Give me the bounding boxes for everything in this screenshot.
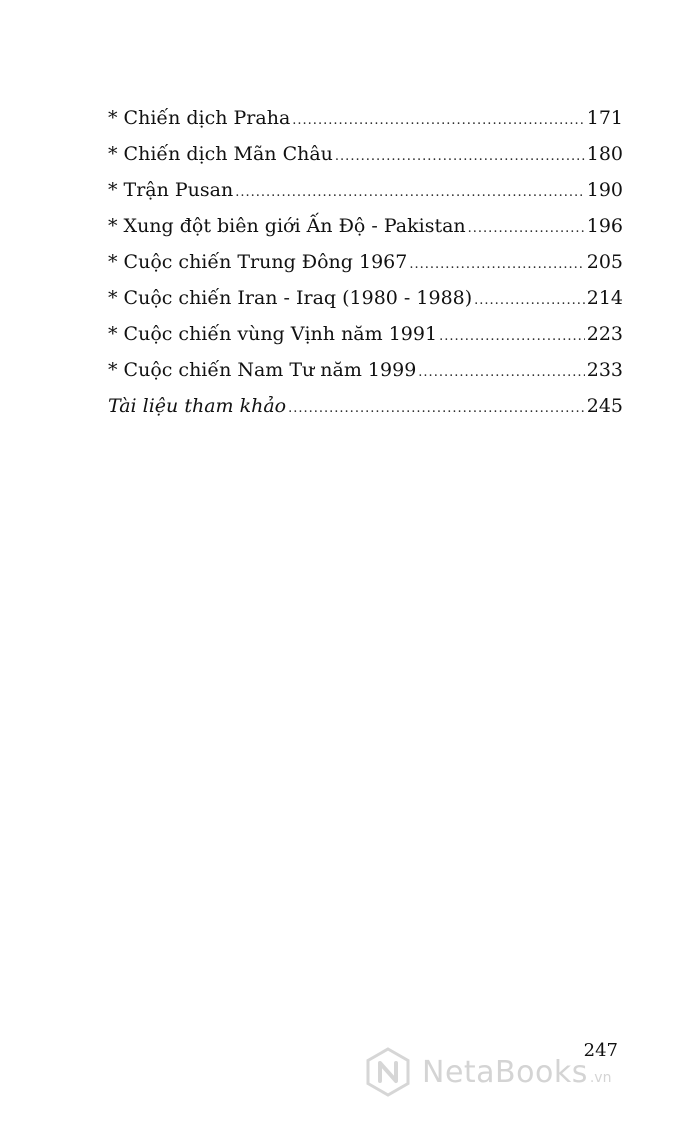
toc-entry [108,316,623,352]
watermark-brand: NetaBooks [422,1054,588,1090]
dot-leader [474,283,585,319]
toc-entry [108,100,623,136]
dot-leader [439,319,585,355]
toc-entry-title: * Cuộc chiến vùng Vịnh năm 1991 [108,323,438,345]
toc-entry-page: 205 [586,251,623,273]
toc-entry-page: 196 [586,215,623,237]
toc-entry-title: * Trận Pusan [108,179,234,201]
page-number: 247 [583,1040,618,1061]
toc-entry-title: * Cuộc chiến Iran - Iraq (1980 - 1988) [108,287,473,309]
netabooks-logo-icon [362,1046,414,1098]
toc-entry-title: * Chiến dịch Mãn Châu [108,143,333,165]
toc-entry-title: Tài liệu tham khảo [108,395,287,417]
toc-entry-title: * Chiến dịch Praha [108,107,291,129]
toc-entry-page: 233 [586,359,623,381]
toc-entry [108,208,623,244]
watermark-suffix: .vn [589,1070,612,1086]
toc-entry-page: 180 [586,143,623,165]
toc-entry-title: * Xung đột biên giới Ấn Độ - Pakistan [108,215,466,237]
dot-leader [468,211,585,247]
dot-leader [335,139,585,175]
dot-leader [418,355,584,391]
toc-entry-references [108,388,623,424]
dot-leader [292,103,584,139]
toc-entry-page: 245 [586,395,623,417]
table-of-contents [108,100,623,424]
toc-entry [108,244,623,280]
toc-entry [108,136,623,172]
dot-leader [409,247,584,283]
dot-leader [288,391,585,427]
toc-entry-title: * Cuộc chiến Trung Đông 1967 [108,251,408,273]
toc-entry-page: 171 [586,107,623,129]
toc-entry-page: 214 [586,287,623,309]
toc-entry [108,280,623,316]
toc-entry-title: * Cuộc chiến Nam Tư năm 1999 [108,359,417,381]
toc-entry [108,352,623,388]
toc-entry [108,172,623,208]
watermark [362,1046,611,1098]
toc-entry-page: 223 [586,323,623,345]
toc-entry-page: 190 [586,179,623,201]
dot-leader [235,175,584,211]
